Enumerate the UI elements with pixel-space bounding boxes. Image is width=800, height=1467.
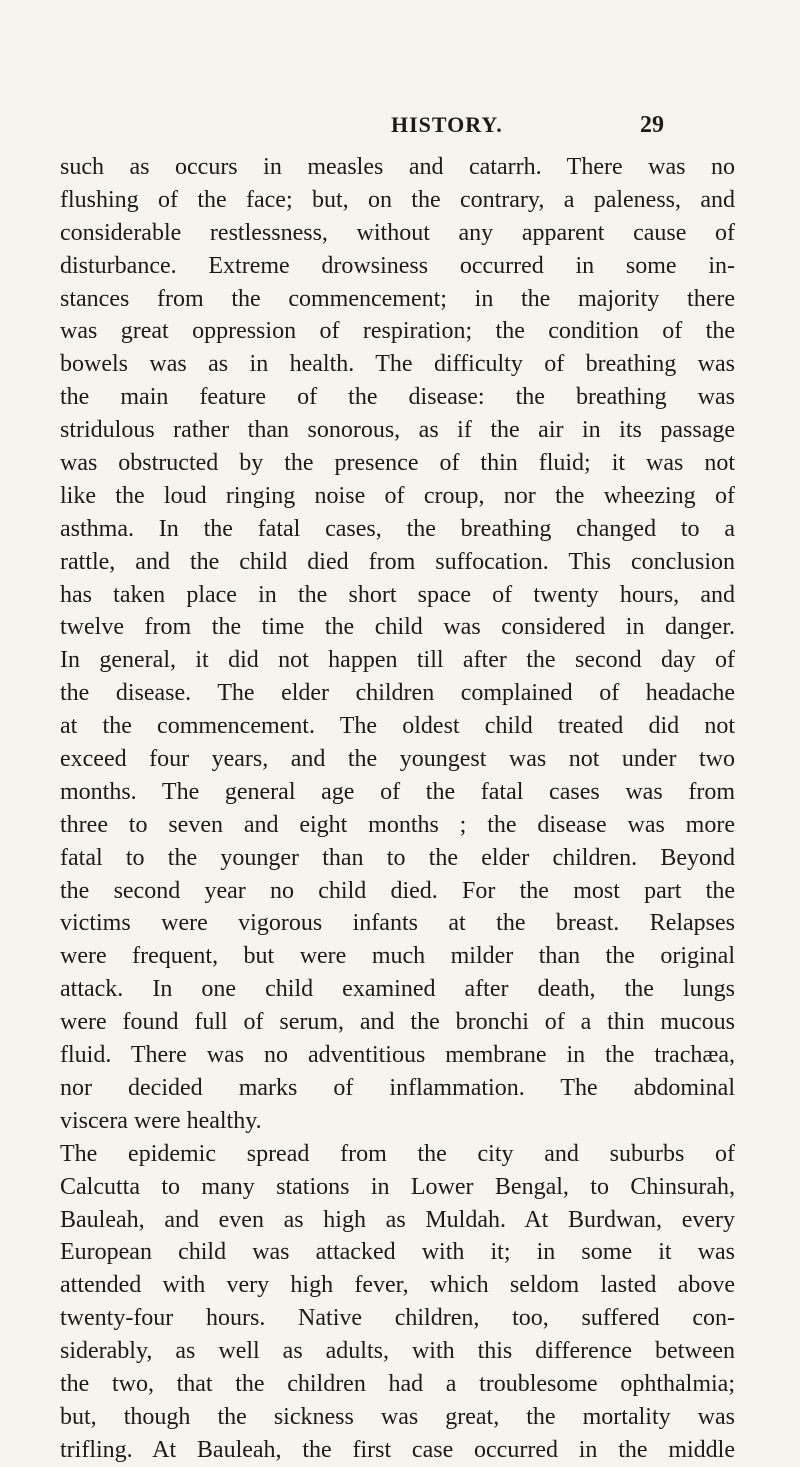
text-line: trifling. At Bauleah, the first case occurred in the middle (60, 1436, 735, 1463)
text-line: European child was attacked with it; in some it was (60, 1239, 735, 1266)
text-line: was obstructed by the presence of thin fluid; it was not (60, 450, 735, 477)
text-line: twelve from the time the child was considered in danger. (60, 614, 735, 641)
text-line: viscera were healthy. (60, 1107, 262, 1134)
text-line: attended with very high fever, which seldom lasted above (60, 1272, 735, 1299)
text-line: fatal to the younger than to the elder children. Beyond (60, 844, 735, 871)
text-line: victims were vigorous infants at the breast. Relapses (60, 910, 735, 937)
text-line: Calcutta to many stations in Lower Bengal, to Chinsurah, (60, 1173, 735, 1200)
text-line: Bauleah, and even as high as Muldah. At Burdwan, every (60, 1206, 735, 1233)
text-line: months. The general age of the fatal cases was from (60, 778, 735, 805)
text-line: stridulous rather than sonorous, as if the air in its passage (60, 417, 735, 444)
text-line: were frequent, but were much milder than the original (60, 943, 735, 970)
running-head (0, 112, 800, 142)
text-line: three to seven and eight months ; the disease was more (60, 811, 735, 838)
text-line: was great oppression of respiration; the condition of the (60, 318, 735, 345)
text-line: has taken place in the short space of twenty hours, and (60, 581, 735, 608)
text-line: flushing of the face; but, on the contrary, a paleness, and (60, 186, 735, 213)
text-line: exceed four years, and the youngest was not under two (60, 746, 735, 773)
text-line: asthma. In the fatal cases, the breathing changed to a (60, 515, 735, 542)
text-line: The epidemic spread from the city and suburbs of (60, 1140, 735, 1167)
text-line: rattle, and the child died from suffocation. This conclusion (60, 548, 735, 575)
text-line: attack. In one child examined after death, the lungs (60, 976, 735, 1003)
text-line: In general, it did not happen till after the second day of (60, 647, 735, 674)
text-line: such as occurs in measles and catarrh. There was no (60, 154, 735, 180)
body-text (60, 151, 735, 1467)
text-line: twenty-four hours. Native children, too, suffered con- (60, 1305, 735, 1332)
text-line: the main feature of the disease: the breathing was (60, 384, 735, 411)
text-line: the two, that the children had a troublesome ophthalmia; (60, 1370, 735, 1397)
text-line: disturbance. Extreme drowsiness occurred in some in- (60, 252, 735, 279)
running-head-title: HISTORY. (391, 112, 503, 137)
text-line: stances from the commencement; in the majority there (60, 285, 735, 312)
text-line: siderably, as well as adults, with this difference between (60, 1338, 735, 1365)
text-line: the second year no child died. For the most part the (60, 877, 735, 904)
text-line: bowels was as in health. The difficulty of breathing was (60, 351, 735, 378)
text-line: considerable restlessness, without any apparent cause of (60, 219, 735, 246)
text-line: the disease. The elder children complained of headache (60, 680, 735, 707)
page-number: 29 (640, 112, 664, 138)
text-line: nor decided marks of inflammation. The abdominal (60, 1074, 735, 1101)
text-line: fluid. There was no adventitious membrane in the trachæa, (60, 1042, 735, 1069)
text-line: at the commencement. The oldest child treated did not (60, 713, 735, 740)
text-line: were found full of serum, and the bronchi of a thin mucous (60, 1009, 735, 1036)
text-line: but, though the sickness was great, the mortality was (60, 1403, 735, 1430)
text-line: like the loud ringing noise of croup, nor the wheezing of (60, 482, 735, 509)
